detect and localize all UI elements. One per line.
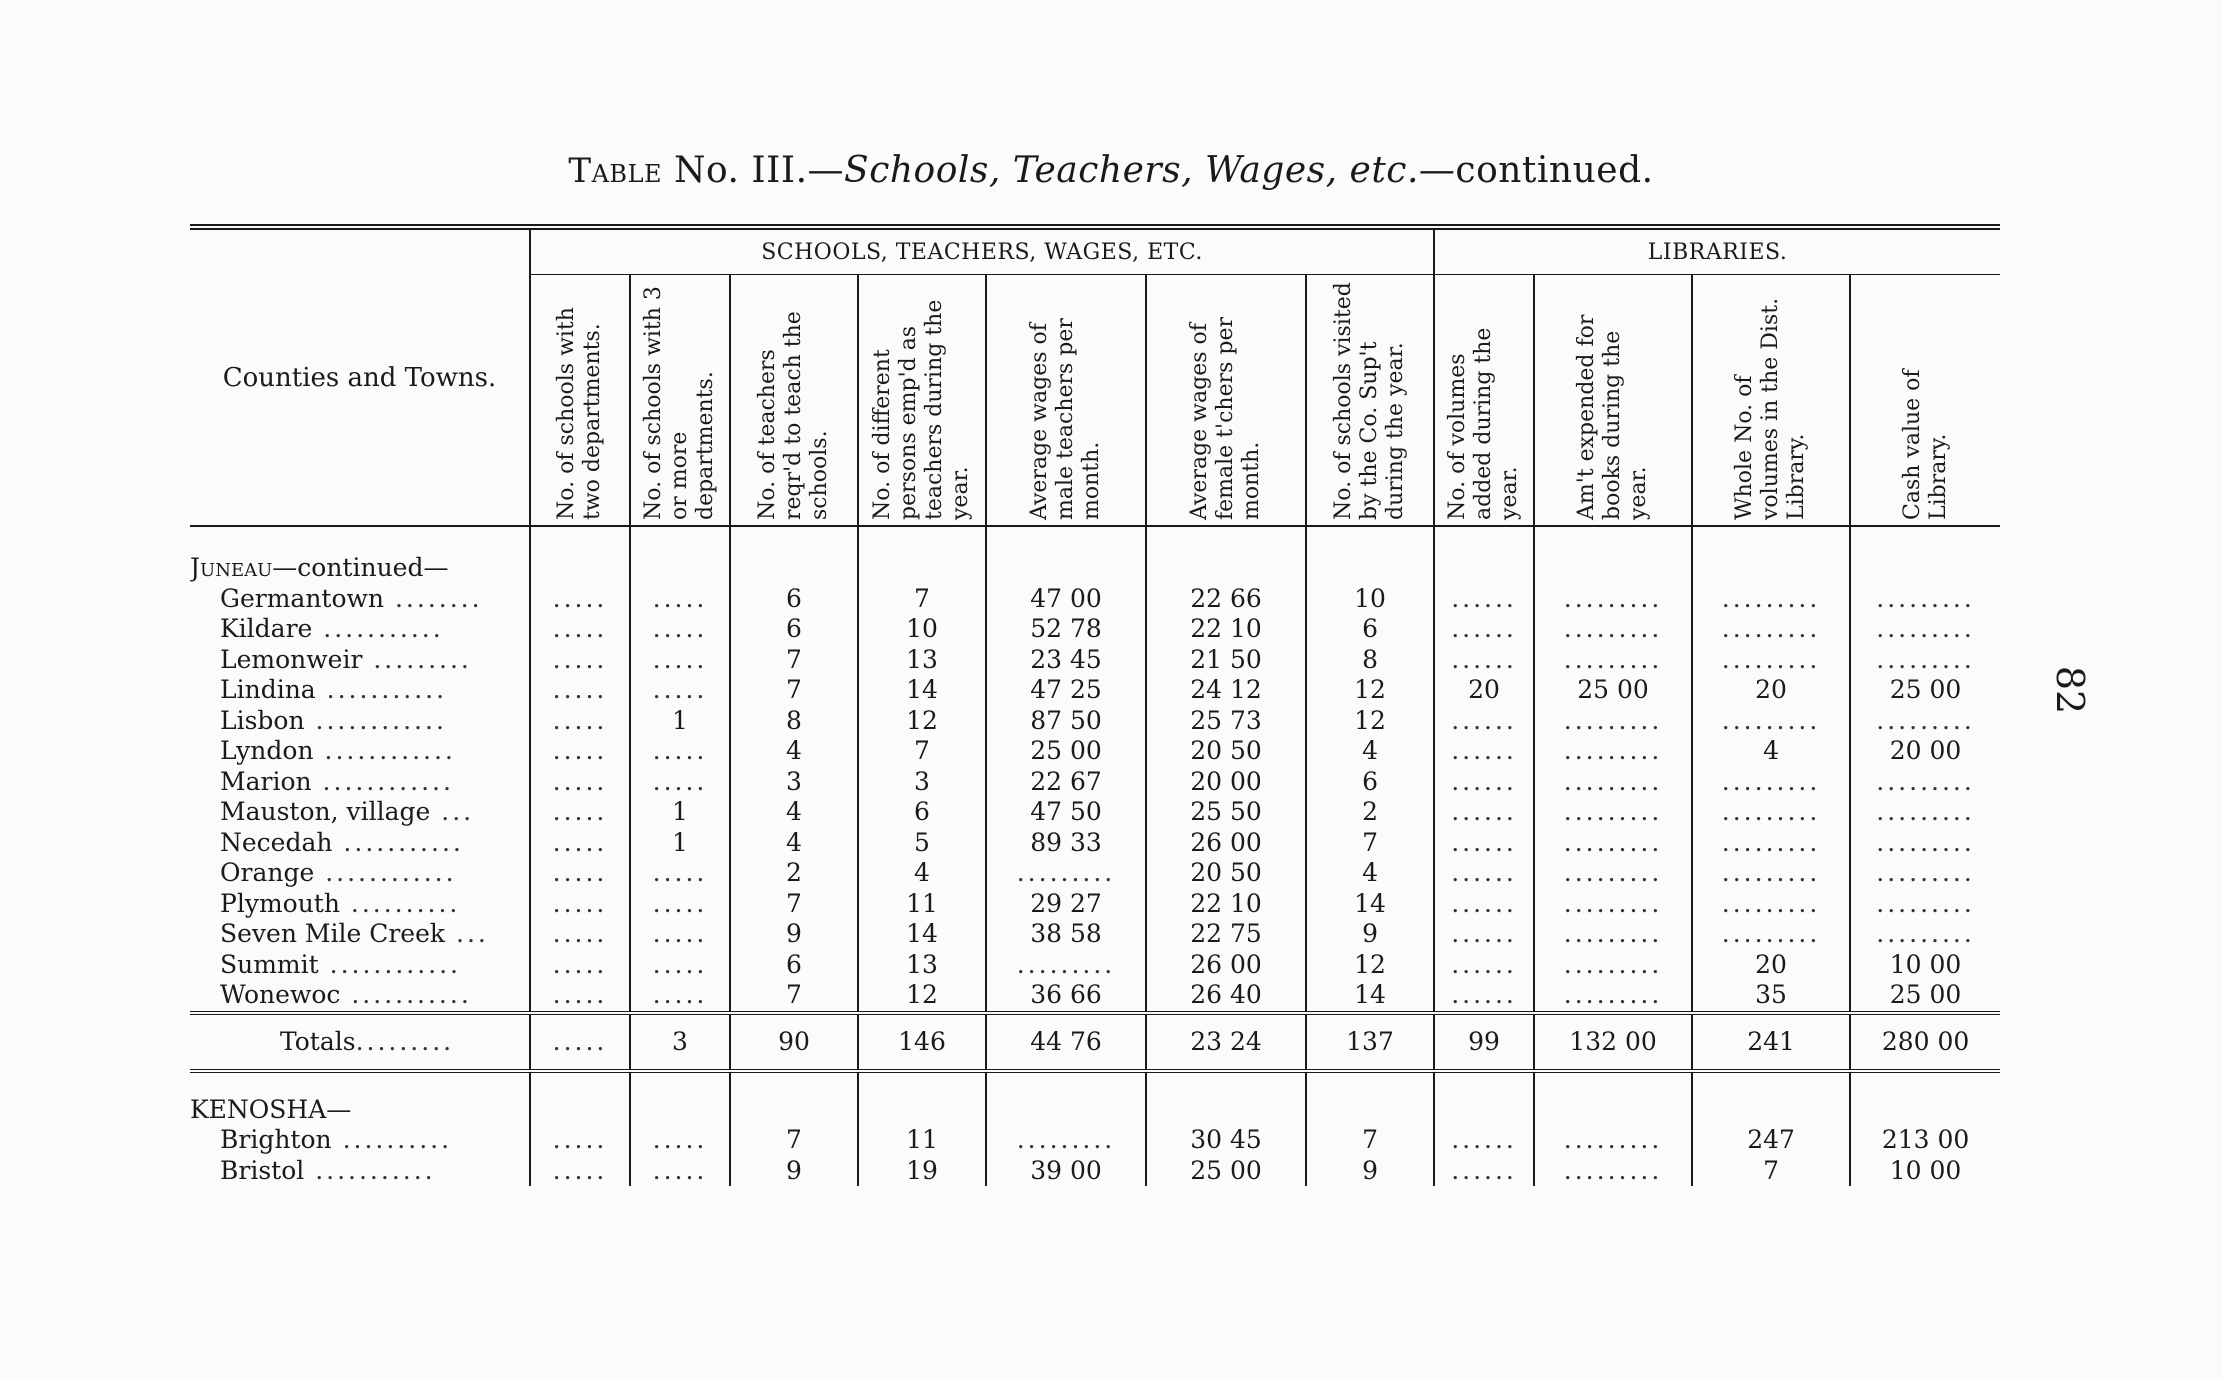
cell: ...... — [1434, 736, 1534, 767]
column-header-label: No. of schools visited by the Co. Sup't during the year. — [1331, 282, 1409, 520]
town-name: Kildare ........... — [220, 614, 444, 643]
cell: ...... — [1434, 1125, 1534, 1156]
cell: 20 00 — [1146, 767, 1306, 798]
cell: ......... — [986, 1125, 1146, 1156]
cell: ...... — [1434, 828, 1534, 859]
cell: ..... — [630, 645, 730, 676]
totals-label: Totals......... — [190, 1013, 530, 1071]
cell: 12 — [1306, 950, 1434, 981]
cell: ......... — [1692, 858, 1850, 889]
cell: ......... — [1534, 950, 1692, 981]
cell: 7 — [730, 675, 858, 706]
cell: 90 — [730, 1013, 858, 1071]
cell: ..... — [530, 645, 630, 676]
column-header — [1534, 275, 1692, 527]
cell: ..... — [530, 1156, 630, 1187]
cell: ..... — [630, 1125, 730, 1156]
cell: 20 — [1692, 950, 1850, 981]
cell: 22 67 — [986, 767, 1146, 798]
cell: 22 10 — [1146, 614, 1306, 645]
column-header — [858, 275, 986, 527]
cell: ......... — [1534, 767, 1692, 798]
cell: 26 00 — [1146, 828, 1306, 859]
cell: ..... — [530, 980, 630, 1013]
cell: 23 24 — [1146, 1013, 1306, 1071]
cell: ...... — [1434, 950, 1534, 981]
cell: ......... — [1850, 919, 2000, 950]
cell: 20 50 — [1146, 858, 1306, 889]
title-italic: Schools, Teachers, Wages, etc. — [844, 150, 1419, 191]
title-number: No. III.— — [673, 150, 845, 191]
cell: ......... — [1534, 1156, 1692, 1187]
cell: ......... — [1534, 889, 1692, 920]
cell: 12 — [858, 706, 986, 737]
cell: 7 — [858, 736, 986, 767]
cell: ......... — [1534, 919, 1692, 950]
cell: ......... — [1850, 645, 2000, 676]
cell: 21 50 — [1146, 645, 1306, 676]
cell: 10 — [858, 614, 986, 645]
county-row — [190, 1095, 2000, 1126]
cell: ......... — [1692, 584, 1850, 615]
cell: ......... — [1850, 889, 2000, 920]
column-header-label: Average wages of female t'chers per month. — [1187, 316, 1264, 520]
column-header-label: No. of volumes added during the year. — [1445, 327, 1523, 520]
cell: ..... — [530, 797, 630, 828]
cell: ..... — [530, 1013, 630, 1071]
cell: ...... — [1434, 980, 1534, 1013]
cell: 25 00 — [986, 736, 1146, 767]
column-header — [1146, 275, 1306, 527]
cell: 10 00 — [1850, 1156, 2000, 1187]
county-name — [190, 553, 530, 584]
cell: 7 — [1692, 1156, 1850, 1187]
cell: 20 50 — [1146, 736, 1306, 767]
table-row — [190, 1125, 2000, 1156]
cell: 2 — [730, 858, 858, 889]
cell: 19 — [858, 1156, 986, 1187]
cell: ...... — [1434, 614, 1534, 645]
cell: ..... — [530, 584, 630, 615]
cell: ...... — [1434, 706, 1534, 737]
schools-group-header: SCHOOLS, TEACHERS, WAGES, ETC. — [530, 227, 1434, 275]
column-header — [1850, 275, 2000, 527]
cell: 6 — [1306, 767, 1434, 798]
cell: 9 — [1306, 1156, 1434, 1187]
table-row — [190, 950, 2000, 981]
cell: 22 75 — [1146, 919, 1306, 950]
cell: 10 00 — [1850, 950, 2000, 981]
cell: 99 — [1434, 1013, 1534, 1071]
cell: 137 — [1306, 1013, 1434, 1071]
town-name: Lemonweir ......... — [220, 644, 472, 674]
cell: 280 00 — [1850, 1013, 2000, 1071]
cell: ...... — [1434, 645, 1534, 676]
town-name: Lindina ........... — [220, 675, 448, 704]
cell: 4 — [858, 858, 986, 889]
cell: 36 66 — [986, 980, 1146, 1013]
cell: ...... — [1434, 889, 1534, 920]
cell: ...... — [1434, 797, 1534, 828]
cell: ......... — [1534, 706, 1692, 737]
cell: 87 50 — [986, 706, 1146, 737]
town-name: Lisbon ............ — [220, 705, 447, 735]
cell: ..... — [630, 919, 730, 950]
cell: ..... — [630, 1156, 730, 1187]
cell: ......... — [1534, 736, 1692, 767]
cell: 4 — [730, 828, 858, 859]
cell: 20 — [1692, 675, 1850, 706]
column-header — [1306, 275, 1434, 527]
title-suffix: —continued. — [1418, 150, 1654, 191]
cell: 6 — [1306, 614, 1434, 645]
cell: 1 — [630, 828, 730, 859]
cell: 11 — [858, 889, 986, 920]
table-row — [190, 828, 2000, 859]
cell: 47 00 — [986, 584, 1146, 615]
cell: ..... — [630, 736, 730, 767]
cell: ......... — [1692, 919, 1850, 950]
cell: 6 — [858, 797, 986, 828]
cell: 35 — [1692, 980, 1850, 1013]
cell: 9 — [730, 1156, 858, 1187]
town-name: Bristol ........... — [220, 1155, 436, 1185]
cell: ..... — [630, 858, 730, 889]
cell: 14 — [1306, 889, 1434, 920]
cell: 7 — [1306, 828, 1434, 859]
cell: ..... — [630, 980, 730, 1013]
cell: ...... — [1434, 584, 1534, 615]
cell: ......... — [1534, 614, 1692, 645]
cell: ..... — [630, 584, 730, 615]
county-name: KENOSHA— — [190, 1094, 352, 1124]
page-title — [0, 150, 2222, 191]
town-name: Plymouth .......... — [220, 888, 461, 918]
town-name: Seven Mile Creek ... — [220, 919, 489, 948]
column-header — [986, 275, 1146, 527]
cell: ......... — [1692, 797, 1850, 828]
table-row — [190, 889, 2000, 920]
libraries-group-header: LIBRARIES. — [1434, 227, 2000, 275]
cell: ......... — [1850, 828, 2000, 859]
cell: ...... — [1434, 858, 1534, 889]
cell: 25 00 — [1850, 675, 2000, 706]
cell: ..... — [630, 614, 730, 645]
cell: 22 10 — [1146, 889, 1306, 920]
cell: ..... — [530, 858, 630, 889]
cell: 26 40 — [1146, 980, 1306, 1013]
cell: 14 — [1306, 980, 1434, 1013]
cell: 12 — [1306, 675, 1434, 706]
cell: ......... — [1850, 767, 2000, 798]
cell: ......... — [1850, 797, 2000, 828]
cell: ..... — [530, 828, 630, 859]
cell: ...... — [1434, 1156, 1534, 1187]
cell: ......... — [1692, 645, 1850, 676]
cell: ......... — [1534, 980, 1692, 1013]
cell: 12 — [1306, 706, 1434, 737]
cell: 3 — [730, 767, 858, 798]
cell: 7 — [730, 980, 858, 1013]
cell: 8 — [730, 706, 858, 737]
cell: ......... — [1534, 584, 1692, 615]
cell: 25 73 — [1146, 706, 1306, 737]
column-header-label: No. of teachers reqr'd to teach the schools. — [755, 311, 832, 520]
cell: 13 — [858, 645, 986, 676]
town-name: Mauston, village ... — [220, 797, 475, 826]
town-name: Marion ............ — [220, 766, 454, 796]
totals-row — [190, 1013, 2000, 1071]
cell: 9 — [730, 919, 858, 950]
cell: 4 — [1306, 858, 1434, 889]
cell: ..... — [530, 736, 630, 767]
cell: 24 12 — [1146, 675, 1306, 706]
cell: 44 76 — [986, 1013, 1146, 1071]
cell: 241 — [1692, 1013, 1850, 1071]
cell: ......... — [1534, 1125, 1692, 1156]
town-name: Orange ............ — [220, 858, 457, 887]
cell: 3 — [858, 767, 986, 798]
cell: ......... — [1692, 828, 1850, 859]
cell: 6 — [730, 584, 858, 615]
cell: 5 — [858, 828, 986, 859]
cell: ..... — [630, 767, 730, 798]
cell: ......... — [986, 950, 1146, 981]
cell: 47 50 — [986, 797, 1146, 828]
cell: 14 — [858, 919, 986, 950]
cell: 20 — [1434, 675, 1534, 706]
column-header — [1434, 275, 1534, 527]
table-row — [190, 645, 2000, 676]
cell: ......... — [1534, 828, 1692, 859]
cell: ......... — [1534, 858, 1692, 889]
cell: ..... — [630, 950, 730, 981]
column-header — [530, 275, 630, 527]
table-row — [190, 706, 2000, 737]
table-row — [190, 584, 2000, 615]
cell: ......... — [1534, 645, 1692, 676]
statistics-table — [190, 224, 2000, 1186]
column-header-label: No. of schools with two departments. — [554, 307, 605, 520]
cell: ...... — [1434, 919, 1534, 950]
cell: 25 00 — [1850, 980, 2000, 1013]
cell: 1 — [630, 706, 730, 737]
cell: 7 — [730, 1125, 858, 1156]
cell: 6 — [730, 950, 858, 981]
title-prefix: Table — [568, 151, 663, 191]
town-name: Wonewoc ........... — [220, 980, 472, 1009]
table-row — [190, 797, 2000, 828]
cell: 22 66 — [1146, 584, 1306, 615]
cell: 12 — [858, 980, 986, 1013]
cell: 247 — [1692, 1125, 1850, 1156]
cell: 4 — [1692, 736, 1850, 767]
table-row — [190, 858, 2000, 889]
cell: 9 — [1306, 919, 1434, 950]
cell: ...... — [1434, 767, 1534, 798]
table-body — [190, 526, 2000, 1186]
cell: 213 00 — [1850, 1125, 2000, 1156]
cell: 20 00 — [1850, 736, 2000, 767]
column-header — [730, 275, 858, 527]
cell: ..... — [530, 919, 630, 950]
cell: 146 — [858, 1013, 986, 1071]
cell: 7 — [1306, 1125, 1434, 1156]
cell: 6 — [730, 614, 858, 645]
cell: 25 00 — [1534, 675, 1692, 706]
table-row — [190, 736, 2000, 767]
column-header-label: No. of different persons emp'd as teachers during the year. — [870, 299, 973, 520]
cell: ......... — [1850, 584, 2000, 615]
cell: ......... — [1692, 767, 1850, 798]
cell: ......... — [1692, 614, 1850, 645]
town-name: Brighton .......... — [220, 1125, 453, 1154]
cell: ......... — [1692, 706, 1850, 737]
cell: 4 — [730, 797, 858, 828]
cell: 39 00 — [986, 1156, 1146, 1187]
cell: ......... — [986, 858, 1146, 889]
cell: ......... — [1850, 858, 2000, 889]
cell: ..... — [530, 706, 630, 737]
counties-towns-header: Counties and Towns. — [190, 227, 530, 526]
cell: 23 45 — [986, 645, 1146, 676]
town-name: Summit ............ — [220, 949, 461, 979]
cell: 2 — [1306, 797, 1434, 828]
cell: ..... — [530, 889, 630, 920]
table-row — [190, 614, 2000, 645]
cell: 4 — [730, 736, 858, 767]
cell: 10 — [1306, 584, 1434, 615]
column-header-label: Cash value of Library. — [1899, 369, 1951, 520]
column-header-label: No. of schools with 3 or more departments. — [641, 286, 718, 520]
cell: ..... — [530, 950, 630, 981]
town-name: Necedah ........... — [220, 827, 464, 857]
column-header-label: Am't expended for books during the year. — [1574, 314, 1652, 520]
cell: 8 — [1306, 645, 1434, 676]
town-name: Lyndon ............ — [220, 736, 456, 765]
cell: ..... — [530, 614, 630, 645]
cell: 47 25 — [986, 675, 1146, 706]
cell: 7 — [858, 584, 986, 615]
table-row — [190, 1156, 2000, 1187]
column-header-label: Average wages of male teachers per month. — [1027, 318, 1104, 520]
cell: ..... — [630, 889, 730, 920]
cell: 1 — [630, 797, 730, 828]
cell: 52 78 — [986, 614, 1146, 645]
table-row — [190, 767, 2000, 798]
county-suffix: —continued— — [272, 553, 449, 582]
cell: 14 — [858, 675, 986, 706]
cell: 7 — [730, 645, 858, 676]
cell: 3 — [630, 1013, 730, 1071]
cell: ..... — [630, 675, 730, 706]
table-row — [190, 675, 2000, 706]
cell: 13 — [858, 950, 986, 981]
cell: 4 — [1306, 736, 1434, 767]
cell: 38 58 — [986, 919, 1146, 950]
county-name-caps: Juneau — [190, 553, 273, 582]
cell: 29 27 — [986, 889, 1146, 920]
cell: ......... — [1692, 889, 1850, 920]
cell: 132 00 — [1534, 1013, 1692, 1071]
column-header-label: Whole No. of volumes in the Dist. Library. — [1732, 297, 1810, 520]
cell: ..... — [530, 767, 630, 798]
cell: 7 — [730, 889, 858, 920]
table-row — [190, 919, 2000, 950]
county-row — [190, 553, 2000, 584]
cell: ......... — [1534, 797, 1692, 828]
cell: 26 00 — [1146, 950, 1306, 981]
page-number: 82 — [2048, 665, 2092, 715]
cell: 89 33 — [986, 828, 1146, 859]
cell: ..... — [530, 675, 630, 706]
cell: 11 — [858, 1125, 986, 1156]
cell: ..... — [530, 1125, 630, 1156]
cell: 25 50 — [1146, 797, 1306, 828]
cell: ......... — [1850, 614, 2000, 645]
cell: 25 00 — [1146, 1156, 1306, 1187]
cell: 30 45 — [1146, 1125, 1306, 1156]
column-header — [1692, 275, 1850, 527]
table-row — [190, 980, 2000, 1013]
town-name: Germantown ........ — [220, 583, 483, 613]
cell: ......... — [1850, 706, 2000, 737]
column-header — [630, 275, 730, 527]
